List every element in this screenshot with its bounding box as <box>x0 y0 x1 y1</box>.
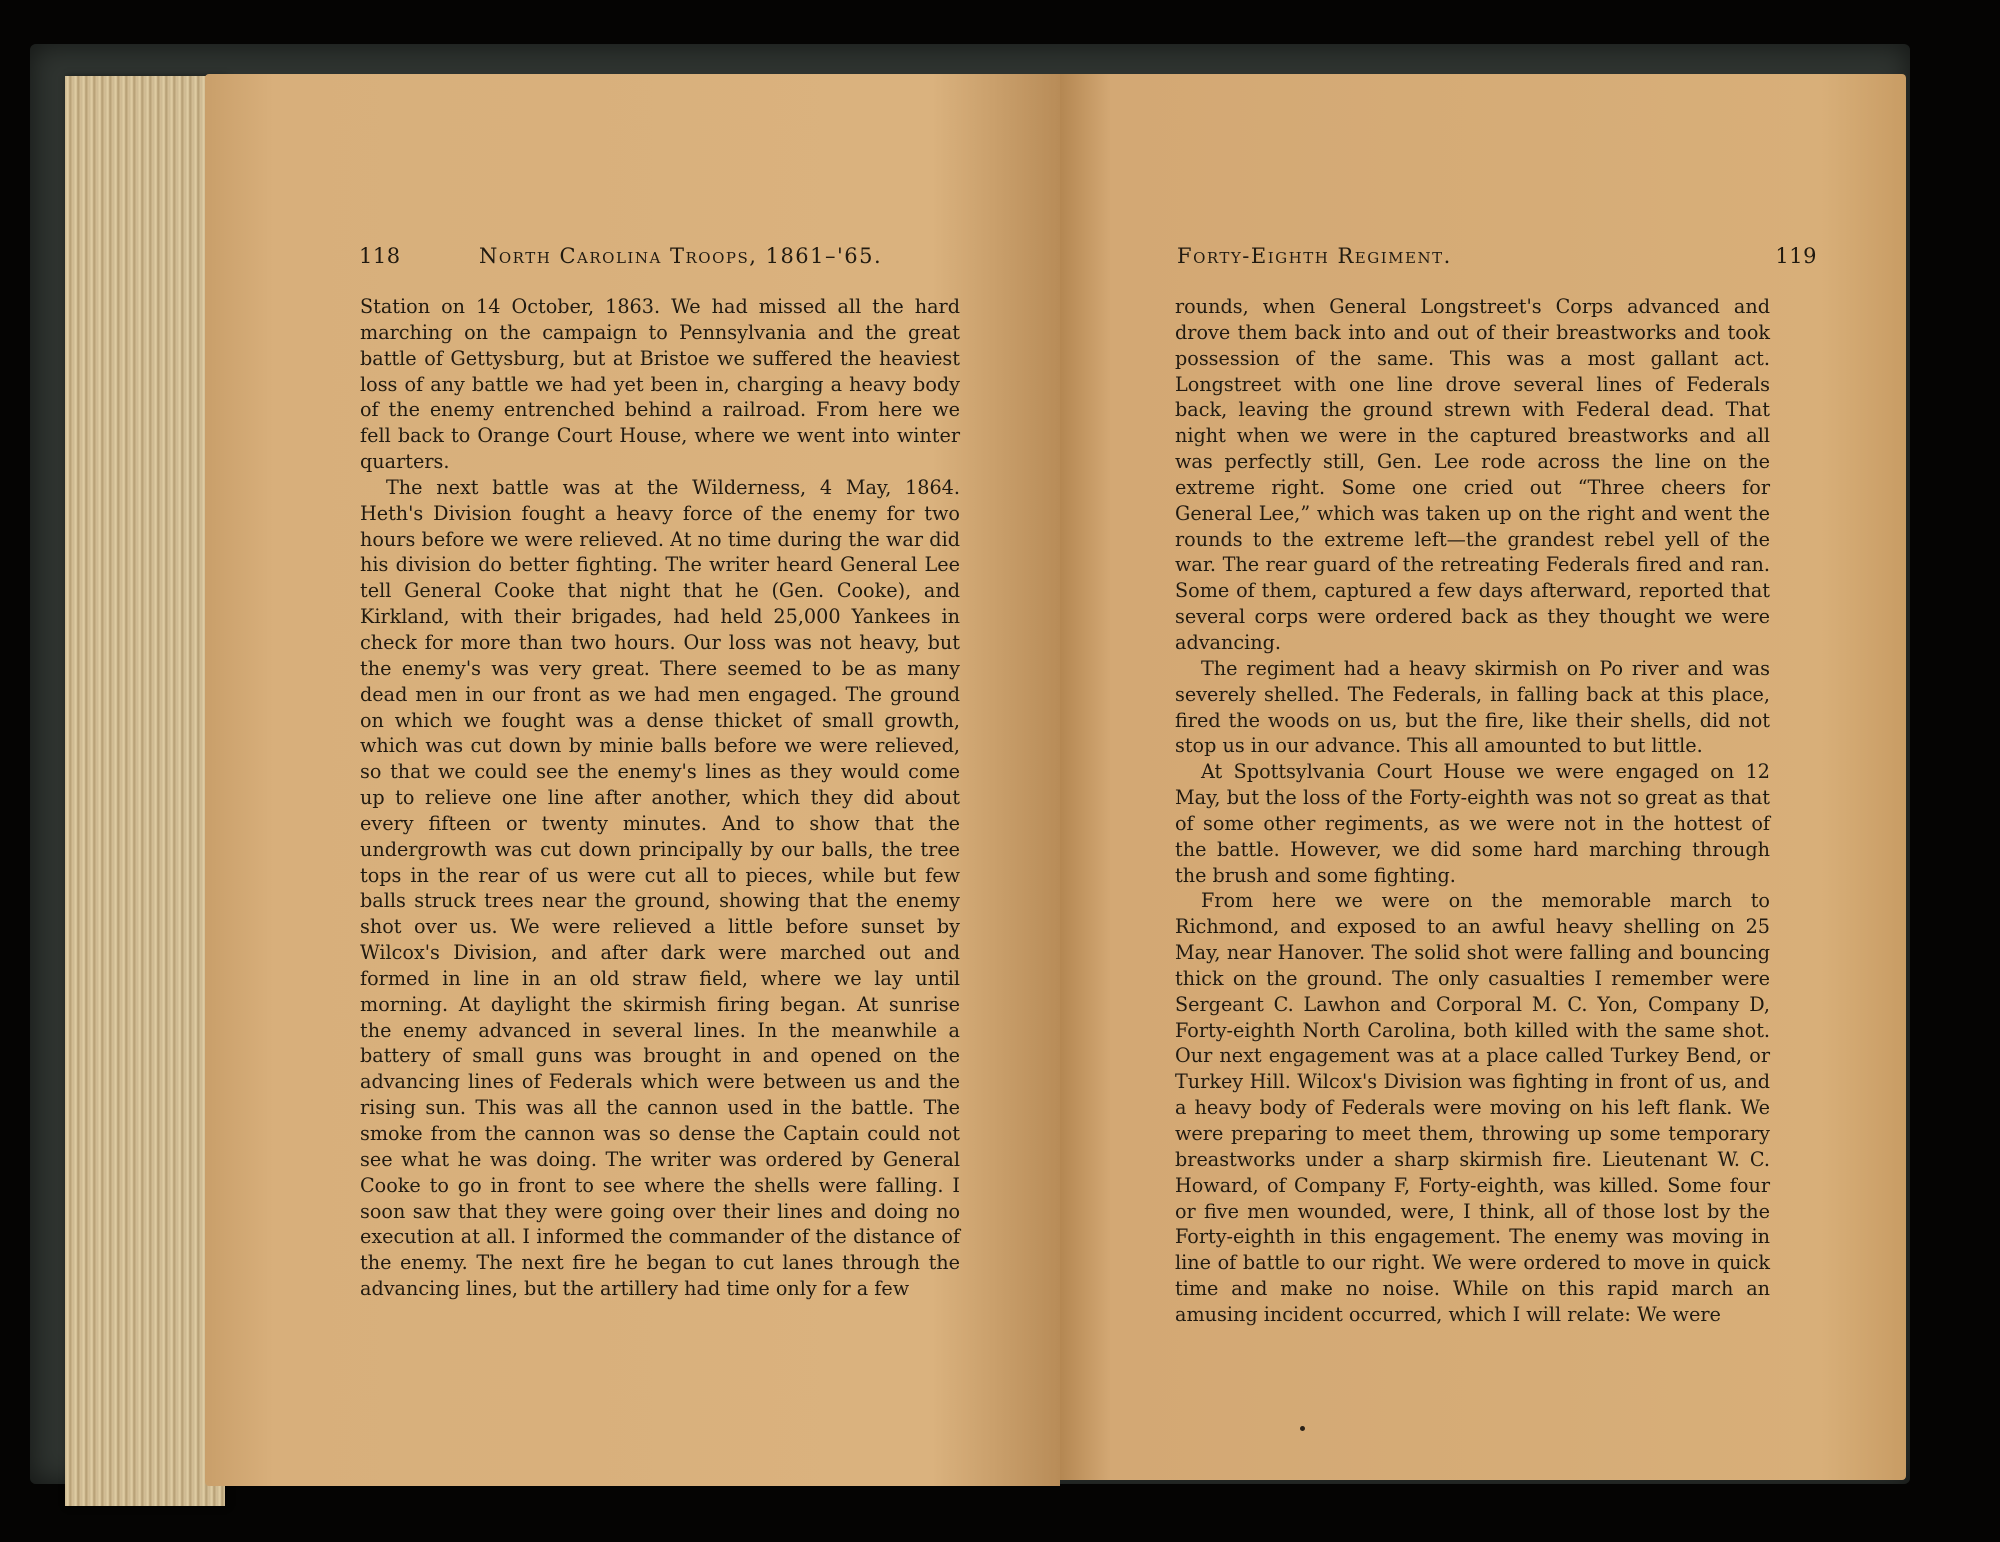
right-page-header <box>1177 244 1817 284</box>
right-paragraph-2: The regiment had a heavy skirmish on Po river and was severely shelled. The Federals, in falling back at this place, fired the woods on us, but the fire, like their shells, did not stop us in our advance. This all amounted to but little. <box>1175 656 1770 758</box>
left-page <box>205 74 1060 1486</box>
page-edges <box>65 76 225 1506</box>
left-paragraph-2: The next battle was at the Wilderness, 4 May, 1864. Heth's Division fought a heavy force of the enemy for two hours before we were relieved. At no time during the war did his division do better fighting. The writer heard General Lee tell General Cooke that night that he (Gen. Cooke), and Kirkland, with their brigades, had held 25,000 Yankees in check for more than two hours. Our loss was not heavy, but the enemy's was very great. There seemed to be as many dead men in our front as we had men engaged. The ground on which we fought was a dense thicket of small growth, which was cut down by minie balls before we were relieved, so that we could see the enemy's lines as they would come up to relieve one line after another, which they did about every fifteen or twenty minutes. And to show that the undergrowth was cut down principally by our balls, the tree tops in the rear of us were cut all to pieces, while but few balls struck trees near the ground, showing that the enemy shot over us. We were relieved a little before sunset by Wilcox's Division, and after dark were marched out and formed in line in an old straw field, where we lay until morning. At daylight the skirmish firing began. At sunrise the enemy advanced in several lines. In the meanwhile a battery of small guns was brought in and opened on the advancing lines of Federals which were between us and the rising sun. This was all the cannon used in the battle. The smoke from the cannon was so dense the Captain could not see what he was doing. The writer was ordered by General Cooke to go in front to see where the shells were falling. I soon saw that they were going over their lines and doing no execution at all. I informed the commander of the distance of the enemy. The next fire he began to cut lanes through the advancing lines, but the artillery had time only for a few <box>360 475 960 1301</box>
left-running-head: North Carolina Troops, 1861–'65. <box>479 244 883 268</box>
left-paragraph-1: Station on 14 October, 1863. We had missed all the hard marching on the campaign to Pennsylvania and the great battle of Gettysburg, but at Bristoe we suffered the heaviest loss of any battle we had yet been in, charging a heavy body of the enemy entrenched behind a railroad. From here we fell back to Orange Court House, where we went into winter quarters. <box>360 295 960 474</box>
right-page-body <box>1175 294 1770 1328</box>
right-running-head: Forty-Eighth Regiment. <box>1177 244 1452 268</box>
right-page-number: 119 <box>1775 244 1817 268</box>
left-page-header <box>359 244 1059 284</box>
right-paragraph-3: At Spottsylvania Court House we were engaged on 12 May, but the loss of the Forty-eighth was not so great as that of some other regiments, as we were not in the hottest of the battle. However, we did some hard marching through the brush and some fighting. <box>1175 760 1770 887</box>
right-paragraph-1: rounds, when General Longstreet's Corps advanced and drove them back into and out of their breastworks and took possession of the same. This was a most gallant act. Longstreet with one line drove several lines of Federals back, leaving the ground strewn with Federal dead. That night when we were in the captured breastworks and all was perfectly still, Gen. Lee rode across the line on the extreme right. Some one cried out “Three cheers for General Lee,” which was taken up on the right and went the rounds to the extreme left—the grandest rebel yell of the war. The rear guard of the retreating Federals fired and ran. Some of them, captured a few days afterward, reported that several corps were ordered back as they thought we were advancing. <box>1175 295 1770 654</box>
left-page-body <box>360 294 960 1302</box>
right-paragraph-4: From here we were on the memorable march to Richmond, and exposed to an awful heavy shelling on 25 May, near Hanover. The solid shot were falling and bouncing thick on the ground. The only casualties I remember were Sergeant C. Lawhon and Corporal M. C. Yon, Company D, Forty-eighth North Carolina, both killed with the same shot. Our next engagement was at a place called Turkey Bend, or Turkey Hill. Wilcox's Division was fighting in front of us, and a heavy body of Federals were moving on his left flank. We were preparing to meet them, throwing up some temporary breastworks under a sharp skirmish fire. Lieutenant W. C. Howard, of Company F, Forty-eighth, was killed. Some four or five men wounded, were, I think, all of those lost by the Forty-eighth in this engagement. The enemy was moving in line of battle to our right. We were ordered to move in quick time and make no noise. While on this rapid march an amusing incident occurred, which I will relate: We were <box>1175 889 1770 1326</box>
left-page-number: 118 <box>359 244 401 268</box>
right-page <box>1060 74 1906 1480</box>
ink-speck <box>1300 1426 1305 1431</box>
